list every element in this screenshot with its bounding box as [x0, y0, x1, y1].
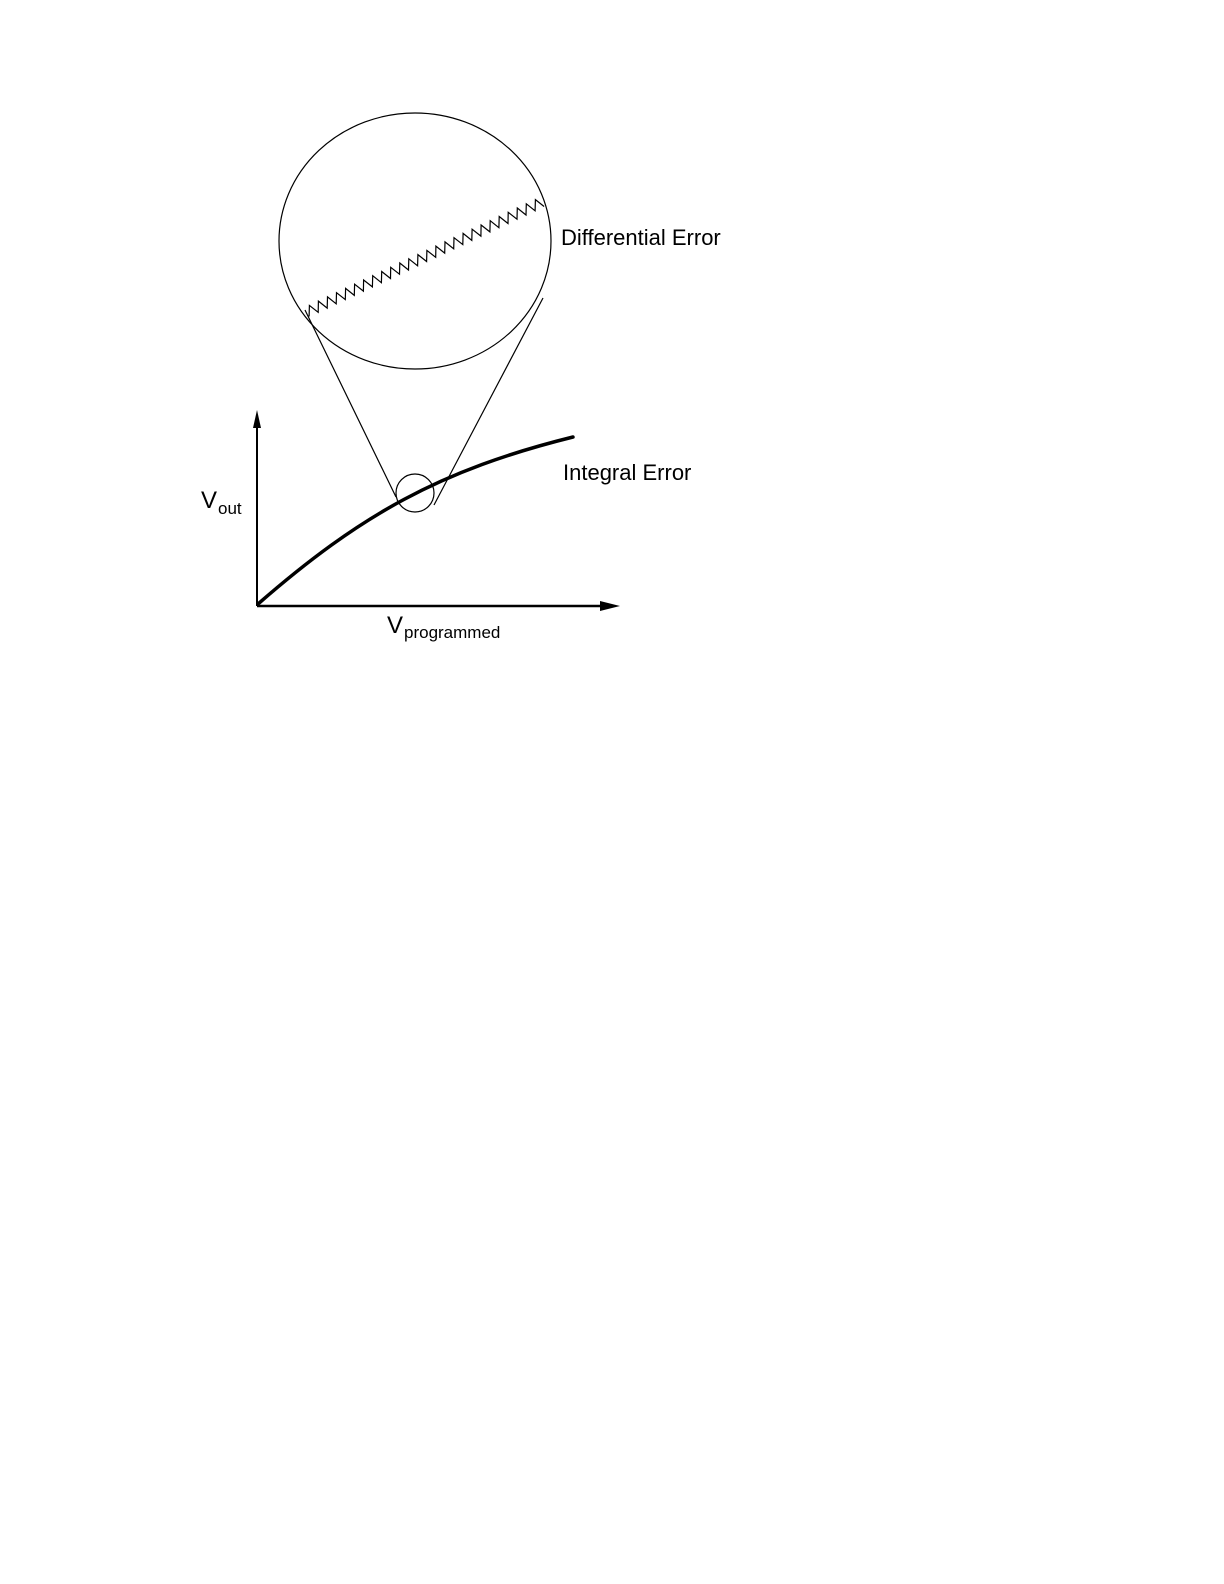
differential-error-staircase [309, 200, 544, 317]
zoom-line-right [434, 298, 543, 505]
y-axis-label [201, 487, 242, 518]
x-axis-label-main: V [387, 612, 404, 639]
integral-error-curve [258, 437, 573, 604]
x-axis-label-sub: programmed [404, 623, 501, 642]
magnified-view-circle [279, 113, 551, 369]
differential-error-label: Differential Error [561, 225, 721, 250]
y-axis-label-main: V [201, 487, 218, 514]
y-axis-label-sub: out [218, 499, 242, 518]
zoom-line-left [305, 310, 396, 497]
x-axis-arrowhead [600, 601, 620, 611]
integral-error-label: Integral Error [563, 460, 692, 485]
x-axis-label [387, 612, 500, 642]
y-axis-arrowhead [253, 410, 261, 428]
